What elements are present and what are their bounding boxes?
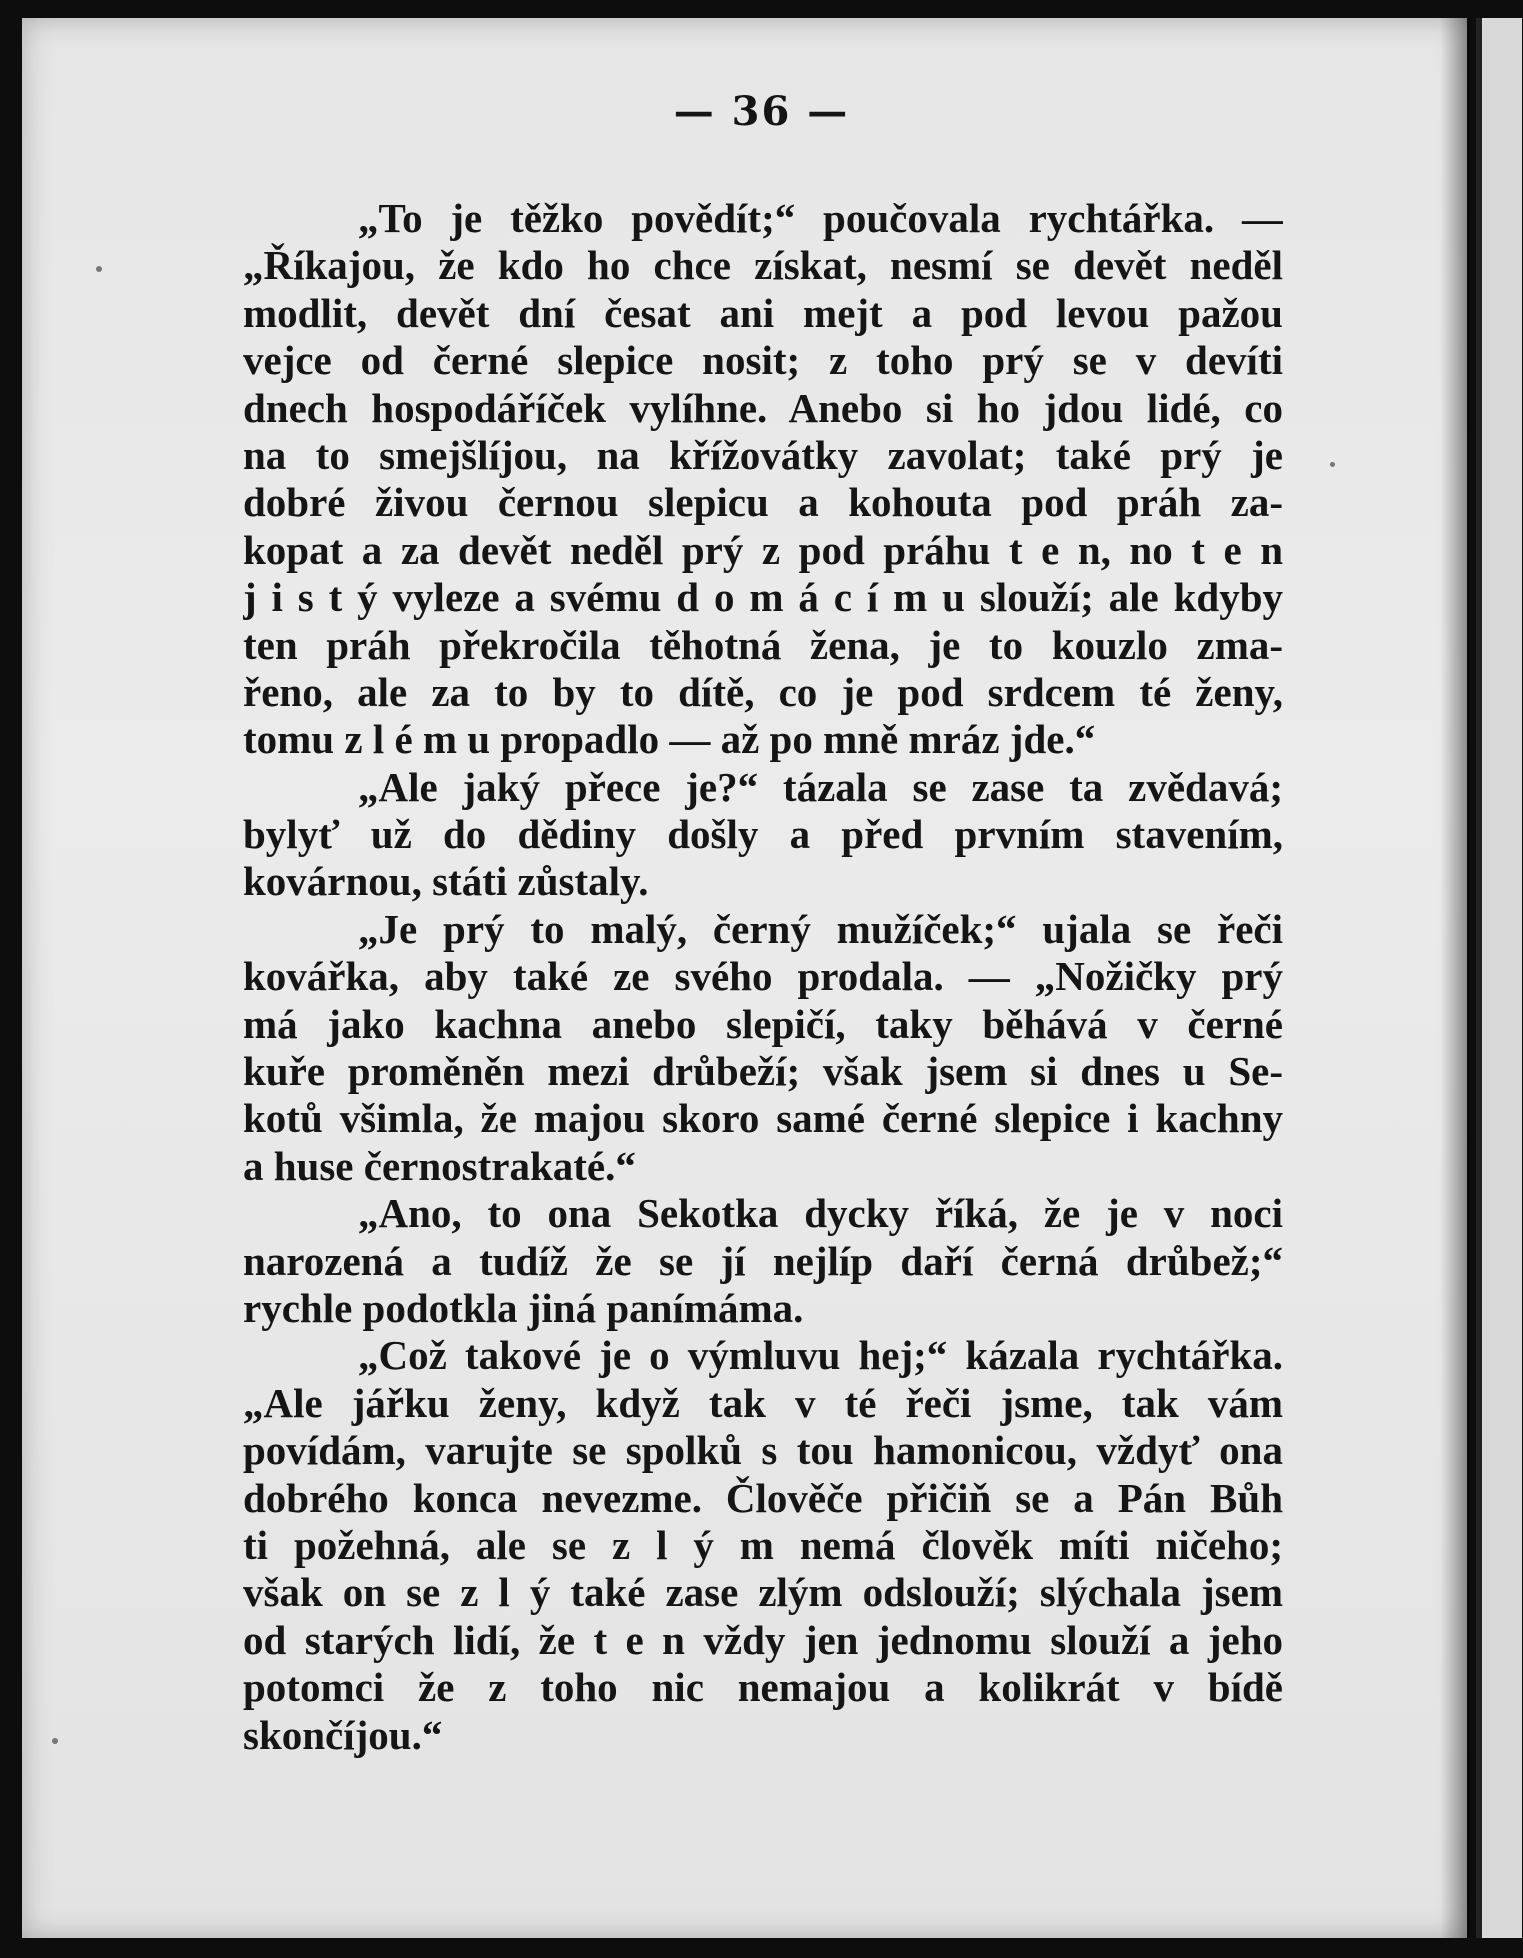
text-line: potomci že z toho nic nemajou a kolikrát v bídě [243,1664,1283,1711]
text-line: kotů všimla, že majou skoro samé černé slepice i kachny [243,1095,1283,1142]
text-line: má jako kachna anebo slepičí, taky běhává v černé [243,1000,1283,1047]
text-line: kovárnou, státi zůstaly. [243,858,649,905]
text-line: však on se z l ý také zase zlým odslouží; slýchala jsem [243,1569,1283,1616]
text-line: bylyť už do dědiny došly a před prvním stavením, [243,811,1283,858]
text-line: na to smejšlíjou, na křížovátky zavolat; také prý je [243,431,1283,478]
text-line: povídám, varujte se spolků s tou hamonicou, vždyť ona [243,1427,1283,1474]
text-line: „Říkajou, že kdo ho chce získat, nesmí se devět neděl [243,242,1283,289]
text-line: kovářka, aby také ze svého prodala. — „Nožičky prý [243,953,1283,1000]
text-line: narozená a tudíž že se jí nejlíp daří černá drůbež;“ [243,1237,1283,1284]
text-line: j i s t ý vyleze a svému d o m á c í m u slouží; ale kdyby [243,574,1283,621]
text-line: a huse černostrakaté.“ [243,1142,636,1189]
text-line: „Ale jářku ženy, když tak v té řeči jsme, tak vám [243,1379,1283,1426]
scan-speck [96,266,102,272]
text-line: ti požehná, ale se z l ý m nemá člověk míti ničeho; [243,1521,1283,1568]
text-line: modlit, devět dní česat ani mejt a pod levou pažou [243,289,1283,336]
text-line: dnech hospodáříček vylíhne. Anebo si ho jdou lidé, co [243,384,1283,431]
scan-speck [1330,462,1335,467]
page-fold-shadow [1440,18,1470,1938]
text-line: skončíjou.“ [243,1711,443,1758]
next-page-edge [1476,18,1522,1938]
page-number: — 36 — [673,88,850,135]
text-line: tomu z l é m u propadlo — až po mně mráz jde.“ [243,716,1096,763]
text-line: ten práh překročila těhotná žena, je to kouzlo zma- [243,621,1283,668]
text-line: „To je těžko povědít;“ poučovala rychtářka. — [358,195,1283,241]
text-line: rychle podotkla jiná panímáma. [243,1284,804,1331]
text-line: kopat a za devět neděl prý z pod práhu t e n, no t e n [243,526,1283,573]
text-line: „Ale jaký přece je?“ tázala se zase ta zvědavá; [358,763,1283,810]
text-line: „Což takové je o výmluvu hej;“ kázala rychtářka. [358,1332,1283,1379]
body-text [243,195,1283,1759]
text-line: kuře proměněn mezi drůbeží; však jsem si dnes u Se- [243,1048,1283,1095]
text-line: dobrého konca nevezme. Člověče přičiň se a Pán Bůh [243,1474,1283,1521]
text-line: vejce od černé slepice nosit; z toho prý se v devíti [243,337,1283,384]
text-line: od starých lidí, že t e n vždy jen jednomu slouží a jeho [243,1616,1283,1663]
text-line: „Ano, to ona Sekotka dycky říká, že je v noci [358,1190,1283,1237]
scan-speck [52,1738,58,1744]
text-line: „Je prý to malý, černý mužíček;“ ujala se řeči [358,905,1283,952]
text-line: dobré živou černou slepicu a kohouta pod práh za- [243,479,1283,526]
text-line: řeno, ale za to by to dítě, co je pod srdcem té ženy, [243,668,1283,715]
